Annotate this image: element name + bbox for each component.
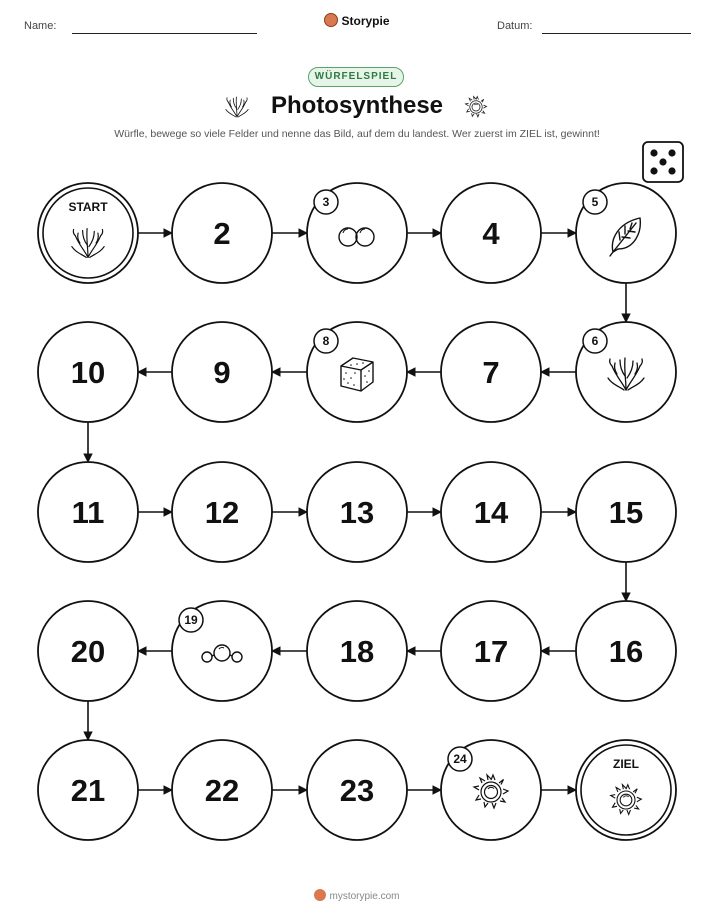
- board-space: [307, 322, 407, 422]
- game-type-badge: WÜRFELSPIEL: [308, 67, 404, 87]
- board-space: [38, 183, 138, 283]
- space-number: 8: [322, 334, 330, 348]
- space-number: 19: [184, 613, 198, 627]
- start-label: START: [68, 200, 108, 214]
- space-number: 22: [204, 773, 240, 808]
- name-label: Name:: [24, 20, 57, 32]
- board-space: [441, 183, 541, 283]
- space-number: 5: [591, 195, 599, 209]
- date-label: Datum:: [497, 20, 533, 32]
- space-number: 16: [608, 634, 644, 669]
- board-space: [38, 322, 138, 422]
- board-space: [307, 601, 407, 701]
- board-space: [307, 740, 407, 840]
- space-number: 4: [482, 216, 500, 251]
- board-space: [38, 601, 138, 701]
- board-space: [172, 740, 272, 840]
- footer-url: mystorypie.com: [329, 891, 400, 902]
- board-space: [172, 462, 272, 562]
- space-number: 12: [204, 495, 240, 530]
- space-number: 7: [482, 355, 500, 390]
- board-space: [307, 462, 407, 562]
- space-number: 18: [339, 634, 375, 669]
- sun-icon: [465, 96, 486, 116]
- board-space: [307, 183, 407, 283]
- board-space: [172, 183, 272, 283]
- space-number: 14: [473, 495, 509, 530]
- board-space: [441, 462, 541, 562]
- space-number: 2: [213, 216, 231, 251]
- finish-label: ZIEL: [613, 757, 639, 771]
- space-number: 13: [339, 495, 375, 530]
- board-space: [172, 601, 272, 701]
- page-title: Photosynthese: [270, 92, 444, 119]
- space-number: 17: [473, 634, 509, 669]
- footer: [0, 889, 714, 902]
- storypie-logo-icon: [314, 889, 326, 901]
- board-space: [576, 462, 676, 562]
- space-number: 10: [70, 355, 106, 390]
- space-number: 6: [591, 334, 599, 348]
- space-number: 24: [453, 752, 467, 766]
- board-space: [576, 183, 676, 283]
- dice-five-icon: [643, 142, 683, 182]
- brand-name: Storypie: [341, 14, 390, 28]
- board-space: [576, 322, 676, 422]
- board-space: [576, 740, 676, 840]
- space-circle: [38, 183, 138, 283]
- space-circle: [576, 740, 676, 840]
- coral-icon: [226, 97, 248, 117]
- space-number: 23: [339, 773, 375, 808]
- board-space: [38, 740, 138, 840]
- board-space: [172, 322, 272, 422]
- board-space: [38, 462, 138, 562]
- space-number: 11: [71, 495, 105, 530]
- board-space: [441, 601, 541, 701]
- space-number: 21: [70, 773, 106, 808]
- space-number: 3: [322, 195, 330, 209]
- space-number: 20: [70, 634, 106, 669]
- board-space: [441, 322, 541, 422]
- board-space: [576, 601, 676, 701]
- board-space: [441, 740, 541, 840]
- instructions: Würfle, bewege so viele Felder und nenne das Bild, auf dem du landest. Wer zuerst im ZIEL ist, gewinnt!: [114, 128, 600, 140]
- space-number: 15: [608, 495, 644, 530]
- space-number: 9: [213, 355, 231, 390]
